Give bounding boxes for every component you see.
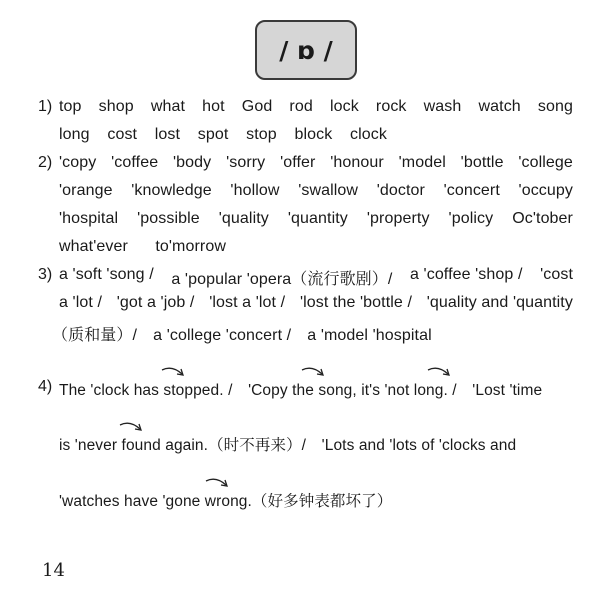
word: God [241,98,273,115]
word: 'offer [280,154,316,171]
word: spot [197,126,229,143]
word: 'model [398,154,446,171]
word: hot [202,98,225,115]
word: top [59,98,82,115]
word: 'quantity [287,210,348,227]
phoneme-box [255,20,357,80]
word: 'quality [218,210,269,227]
intonation-arrow-icon [300,364,326,378]
word: watch [478,98,521,115]
phrase: a 'soft 'song / [59,266,154,283]
word: 'policy [448,210,494,227]
word: 'doctor [376,182,425,199]
word: 'possible [137,210,200,227]
word: what'ever [59,238,128,255]
word: 'honour [330,154,384,171]
intonation-arrow-icon [160,364,186,378]
word: lock [329,98,359,115]
word: wash [423,98,462,115]
word: clock [350,126,387,143]
page-number: 14 [42,560,65,581]
section-number: 1) [38,98,53,115]
word-line [59,126,387,144]
intonation-arrow-icon [118,419,144,433]
word: song [537,98,573,115]
intonation-arrow-icon [204,475,230,489]
phrase-line [59,266,573,289]
word-line [59,210,573,228]
word: rod [289,98,313,115]
word: 'sorry [226,154,266,171]
word: stop [246,126,277,143]
word: lost [154,126,181,143]
word-line [59,154,573,172]
word: long [59,126,90,143]
word: Oc'tober [512,210,573,227]
word-line [59,182,573,200]
word-line [59,98,573,116]
phrase-line: （质和量）/ a 'college 'concert / a 'model 'hospital [52,327,432,344]
phrase: 'got a 'job / [116,294,195,311]
word: shop [98,98,134,115]
word: 'hollow [230,182,280,199]
phrase: a 'lot / [59,294,102,311]
word: 'coffee [111,154,159,171]
word: 'concert [443,182,500,199]
word: 'orange [59,182,113,199]
sentence-line: is 'never found again.（时不再来）/ 'Lots and 'lots of 'clocks and [59,437,517,454]
word: 'occupy [518,182,573,199]
word: rock [375,98,407,115]
word: 'body [173,154,212,171]
word: block [294,126,333,143]
phrase-line [59,294,573,312]
section-number: 3) [38,266,53,283]
word: 'knowledge [131,182,212,199]
phrase: 'lost a 'lot / [209,294,286,311]
word: 'swallow [298,182,359,199]
phrase: a 'coffee 'shop / [410,266,523,283]
phrase: 'lost the 'bottle / [299,294,413,311]
word: 'hospital [59,210,119,227]
section-number: 2) [38,154,53,171]
word: 'college [518,154,573,171]
intonation-arrow-icon [426,364,452,378]
phrase: 'cost [540,266,573,283]
phrase: 'quality and 'quantity [426,294,573,311]
phoneme-symbol: / ɒ / [279,35,333,65]
word: cost [107,126,138,143]
sentence-line: The 'clock has stopped. / 'Copy the song, it's 'not long. / 'Lost 'time [59,382,543,399]
sentence-line: 'watches have 'gone wrong.（好多钟表都坏了） [59,493,393,510]
phrase: a 'popular 'opera（流行歌剧）/ [171,271,393,288]
word: what [150,98,186,115]
section-number: 4) [38,378,53,395]
word: 'property [366,210,430,227]
word: to'morrow [155,238,226,255]
word: 'bottle [460,154,504,171]
word: 'copy [59,154,97,171]
word-line [59,238,226,256]
